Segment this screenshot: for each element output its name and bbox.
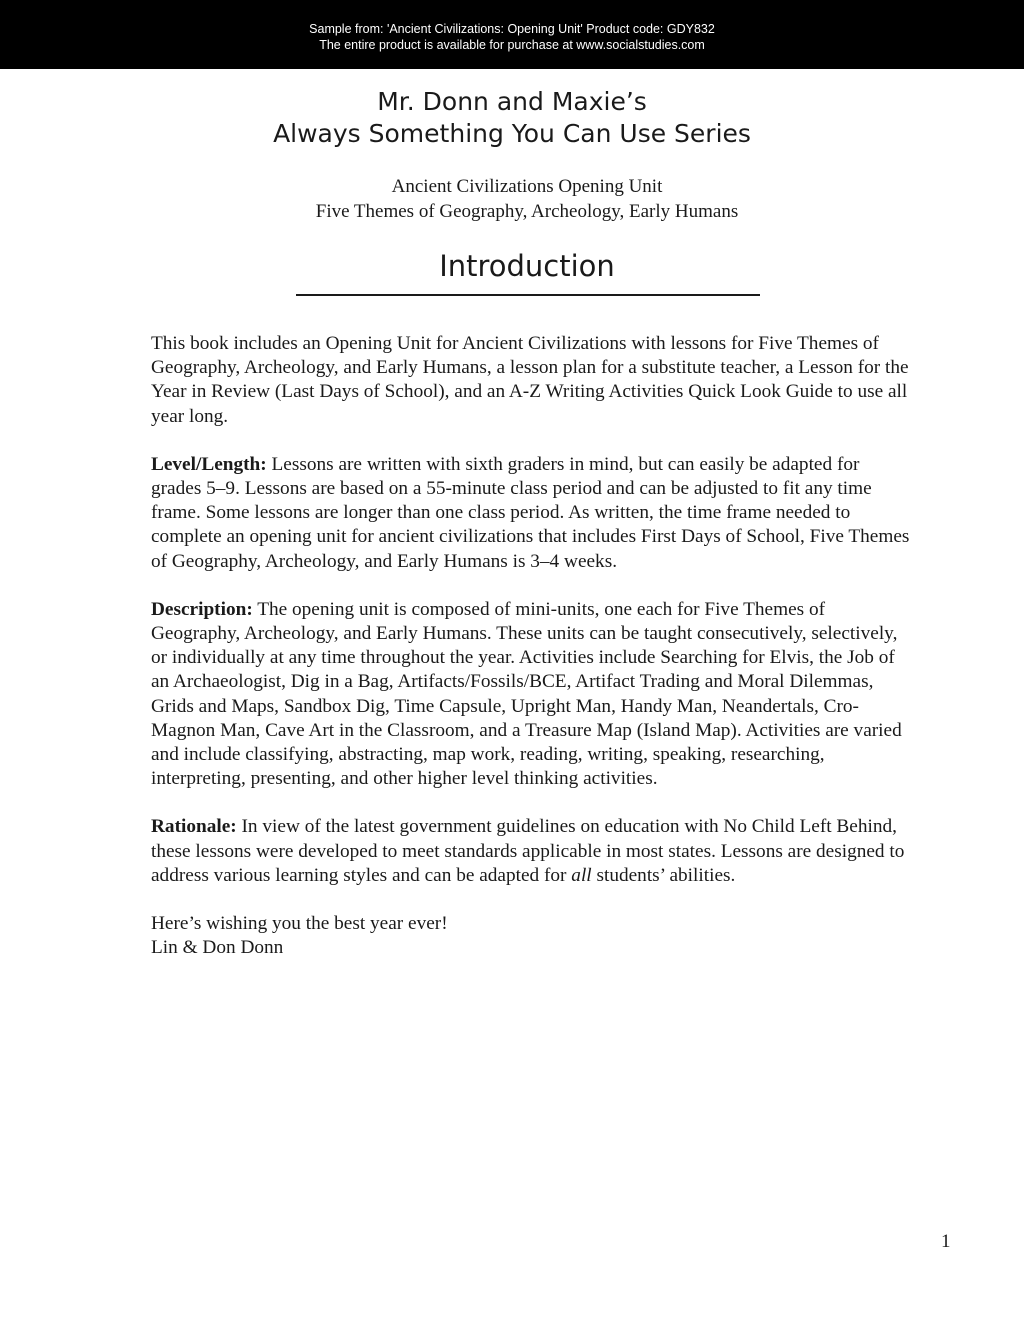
rationale-label: Rationale: — [151, 816, 237, 838]
banner-product-line: Sample from: 'Ancient Civilizations: Opening Unit' Product code: GDY832 — [309, 22, 715, 36]
level-paragraph — [151, 453, 911, 574]
level-label: Level/Length: — [151, 453, 267, 475]
description-text: The opening unit is composed of mini-units, one each for Five Themes of Geography, Archeology, and Early Humans. These units can be taught consecutively, selectively, or individually at any time throughout the year. Activities include Searching for Elvis, the Job of an Archaeologist, Dig in a Bag, Artifacts/Fossils/BCE, Artifact Trading and Moral Dilemmas, Grids and Maps, Sandbox Dig, Time Capsule, Upright Man, Handy Man, Neandertals, Cro-Magnon Man, Cave Art in the Classroom, and a Treasure Map (Island Map). Activities are varied and include classifying, abstracting, map work, reading, writing, speaking, researching, interpreting, presenting, and other higher level thinking activities. — [151, 598, 902, 790]
heading-underline — [296, 294, 760, 296]
signature-line: Lin & Don Donn — [151, 937, 284, 959]
introduction-body — [151, 332, 911, 960]
page-title: Introduction — [439, 249, 615, 283]
rationale-emphasis: all — [571, 864, 592, 886]
unit-title — [0, 174, 1024, 224]
series-title-line2: Always Something You Can Use Series — [273, 119, 751, 148]
rationale-text-after: students’ abilities. — [591, 864, 736, 886]
intro-paragraph: This book includes an Opening Unit for Ancient Civilizations with lessons for Five Themes of Geography, Archeology, and Early Humans, a lesson plan for a substitute teacher, a Lesson for the Year in Review (Last Days of School), and an A-Z Writing Activities Quick Look Guide to use all year long. — [151, 333, 909, 427]
series-title — [0, 86, 1024, 150]
level-text: Lessons are written with sixth graders in mind, but can easily be adapted for grades 5–9. Lessons are based on a 55-minute class period and can be adjusted to fit any time frame. Some lessons are longer than one class period. As written, the time frame needed to complete an opening unit for ancient civilizations that includes First Days of School, Five Themes of Geography, Archeology, and Early Humans is 3–4 weeks. — [151, 453, 910, 572]
closing-line: Here’s wishing you the best year ever! — [151, 913, 448, 935]
banner-purchase-line: The entire product is available for purchase at www.socialstudies.com — [319, 38, 705, 52]
series-title-line1: Mr. Donn and Maxie’s — [377, 87, 647, 116]
page-number: 1 — [941, 1231, 951, 1252]
rationale-paragraph — [151, 815, 911, 888]
sample-banner — [0, 0, 1024, 69]
rationale-text-before: In view of the latest government guidelines on education with No Child Left Behind, these lessons were developed to meet standards applicable in most states. Lessons are designed to address various learning styles and can be adapted for — [151, 816, 905, 886]
unit-title-line1: Ancient Civilizations Opening Unit — [391, 176, 663, 197]
description-label: Description: — [151, 598, 253, 620]
unit-title-line2: Five Themes of Geography, Archeology, Early Humans — [315, 201, 739, 222]
description-paragraph — [151, 598, 911, 792]
